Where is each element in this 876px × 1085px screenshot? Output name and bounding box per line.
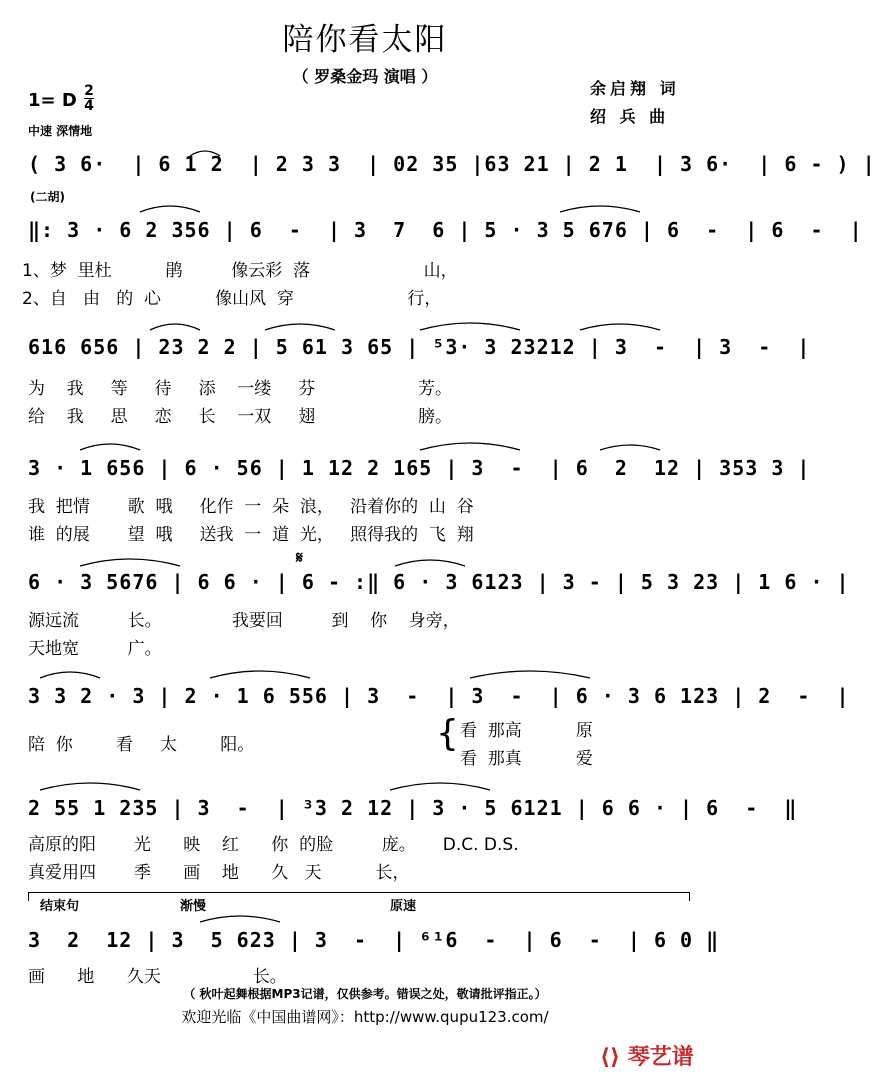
lyric-row-3-verse2: 给 我 思 恋 长 一双 翅 膀。	[28, 407, 452, 427]
performer-line: （ 罗桑金玛 演唱 ）	[292, 67, 438, 86]
lyricist-credit: 余启翔 词	[590, 79, 680, 98]
a-tempo-label: 原速	[390, 899, 417, 914]
transcriber-note: （ 秋叶起舞根据MP3记谱，仅供参考。错误之处，敬请批评指正。）	[183, 987, 547, 1001]
lyric-branch-2: 看 那真 爱	[460, 749, 593, 769]
notation-row-2: ‖: 3 · 6 2 356 | 6 - | 3 7 6 | 5 · 3 5 676 | 6 - | 6 - |	[28, 218, 863, 242]
lyric-row-2-verse1: 1、梦 里杜 鹃 像云彩 落 山，	[22, 261, 458, 281]
notation-row-6: 3 3 2 · 3 | 2 · 1 6 556 | 3 - | 3 - | 6 · 3 6 123 | 2 - |	[28, 684, 850, 708]
logo-text: 琴艺谱	[627, 1045, 694, 1070]
lyric-branch-1: 看 那高 原	[460, 721, 593, 741]
erhu-label: (二胡)	[30, 190, 65, 204]
ritardando-label: 渐慢	[180, 899, 207, 914]
ending-label: 结束句	[40, 899, 80, 914]
notation-row-4: 3 · 1 656 | 6 · 56 | 1 12 2 165 | 3 - | 6 2 12 | 353 3 |	[28, 456, 811, 480]
lyric-row-5-verse1: 源远流 长。 我要回 到 你 身旁，	[28, 611, 460, 631]
time-top: 2	[84, 83, 94, 99]
page-title: 陪你看太阳	[282, 22, 448, 58]
lyric-row-3-verse1: 为 我 等 待 添 一缕 芬 芳。	[28, 379, 452, 399]
notation-row-3: 616 656 | 23 2 2 | 5 61 3 65 | ⁵3· 3 23212 | 3 - | 3 - |	[28, 335, 811, 359]
notation-row-1: ( 3 6· | 6 1 2 | 2 3 3 | 02 35 |63 21 | 2 1 | 3 6· | 6 - ) |	[28, 152, 876, 176]
time-bottom: 4	[84, 98, 94, 114]
composer-credit: 绍 兵 曲	[590, 107, 670, 126]
segno-sign: 𝄋	[296, 548, 303, 567]
lyric-row-7-verse2: 真爱用四 季 画 地 久 天 长，	[28, 863, 410, 883]
lyric-row-6-verse1: 陪 你 看 太 阳。	[28, 735, 255, 755]
lyric-row-4-verse1: 我 把情 歌 哦 化作 一 朵 浪， 沿着你的 山 谷	[28, 497, 474, 517]
site-link[interactable]: 欢迎光临《中国曲谱网》：http://www.qupu123.com/	[181, 1008, 549, 1026]
logo-icon: ⟨⟩	[600, 1045, 621, 1070]
notation-row-7: 2 55 1 235 | 3 - | ³3 2 12 | 3 · 5 6121 | 6 6 · | 6 - ‖	[28, 796, 798, 820]
lyric-row-2-verse2: 2、自 由 的 心 像山风 穿 行，	[22, 289, 442, 309]
lyric-row-4-verse2: 谁 的展 望 哦 送我 一 道 光， 照得我的 飞 翔	[28, 525, 474, 545]
lyric-brace: {	[436, 713, 459, 754]
tempo-marking: 中速 深情地	[28, 124, 93, 138]
lyric-row-7-verse1: 高原的阳 光 映 红 你 的脸 庞。 D.C. D.S.	[28, 835, 519, 855]
lyric-row-5-verse2: 天地宽 广。	[28, 639, 162, 659]
lyric-row-8: 画 地 久天 长。	[28, 967, 287, 987]
key-signature: 1= D	[28, 90, 77, 111]
notation-row-8: 3 2 12 | 3 5 623 | 3 - | ⁶¹6 - | 6 - | 6 0 ‖	[28, 928, 720, 952]
notation-row-5: 6 · 3 5676 | 6 6 · | 6 - :‖ 6 · 3 6123 | 3 - | 5 3 23 | 1 6 · |	[28, 570, 850, 594]
